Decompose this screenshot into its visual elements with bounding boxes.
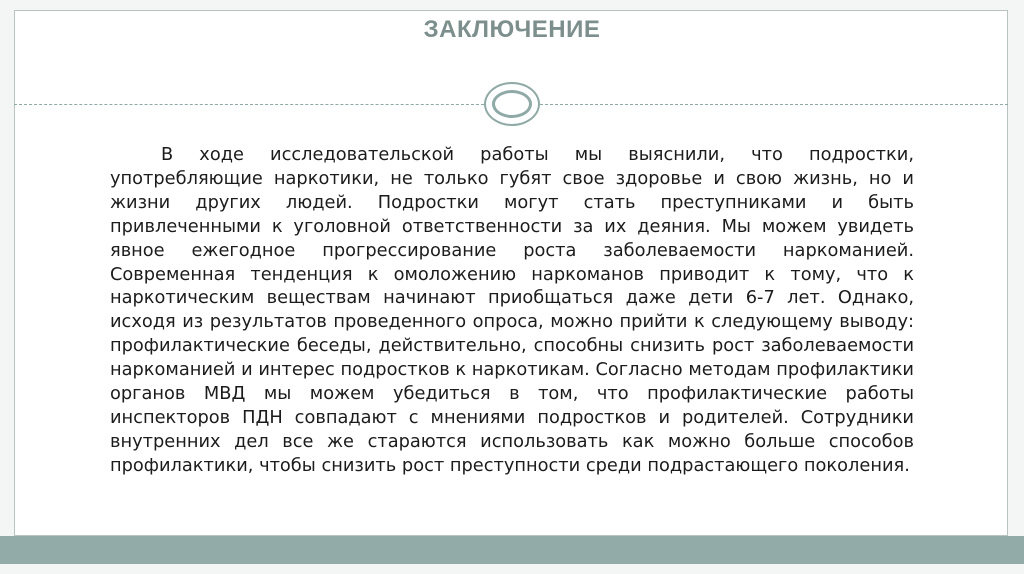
oval-ring-inner (492, 90, 532, 118)
slide-title: ЗАКЛЮЧЕНИЕ (423, 16, 601, 43)
oval-ring-ornament-icon (484, 82, 540, 126)
footer-strip (0, 564, 1024, 574)
divider-right (540, 104, 1008, 105)
divider-left (14, 104, 484, 105)
footer-band (0, 536, 1024, 564)
conclusion-paragraph: В ходе исследовательской работы мы выяснили, что подростки, употребляющие наркотики, не только губят свое здоровье и свою жизнь, но и жизни других людей. Подростки могут стать преступниками и быть привлеченными к уголовной ответственности за их деяния. Мы можем увидеть явное ежегодное прогрессирование роста заболеваемости наркоманией. Современная тенденция к омоложению наркоманов приводит к тому, что к наркотическим веществам начинают приобщаться даже дети 6-7 лет. Однако, исходя из результатов проведенного опроса, можно прийти к следующему выводу: профилактические беседы, действительно, способны снизить рост заболеваемости наркоманией и интерес подростков к наркотикам. Согласно методам профилактики органов МВД мы можем убедиться в том, что профилактические работы инспекторов ПДН совпадают с мнениями подростков и родителей. Сотрудники внутренних дел все же стараются использовать как можно больше способов профилактики, чтобы снизить рост преступности среди подрастающего поколения. (110, 144, 914, 476)
